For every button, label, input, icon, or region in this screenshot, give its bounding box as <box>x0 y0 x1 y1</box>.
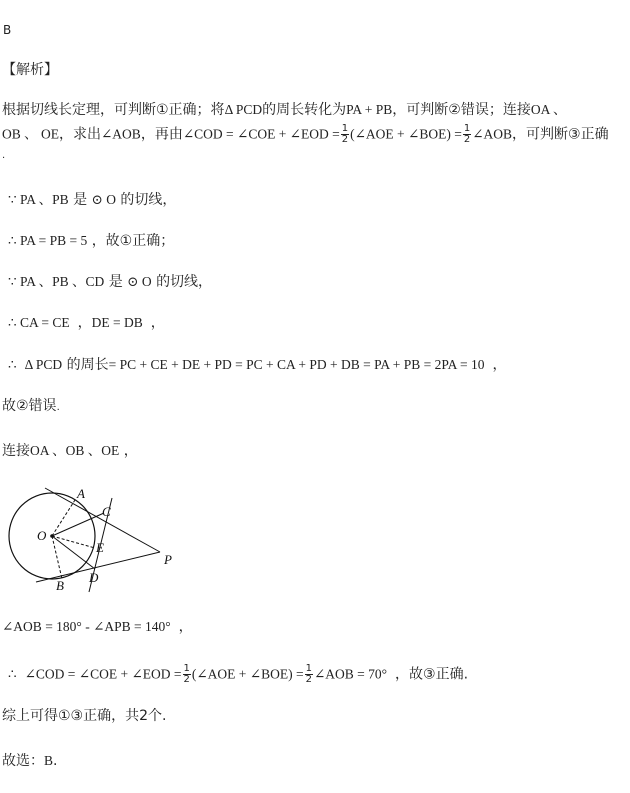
intro-text: ，再由 <box>140 126 183 143</box>
center-point <box>50 534 54 538</box>
after-line-4 <box>2 751 57 771</box>
math-expression: ∴ <box>8 666 17 682</box>
label-p: P <box>164 552 172 567</box>
step-text: ， <box>123 443 138 459</box>
tangent-circle-figure <box>0 478 200 598</box>
step-text: ， <box>77 315 92 331</box>
step-text: 个. <box>148 708 167 724</box>
fraction-half: $\frac{1}{2}$ <box>341 123 349 145</box>
circle-o: ⊙ O <box>91 192 116 207</box>
math-expression: DE = DB <box>91 315 143 330</box>
angle-equation: ∠AOB = 180° - ∠APB = 140° <box>2 619 171 634</box>
triangle-pcd: Δ PCD <box>24 357 63 372</box>
label-c: C <box>102 504 111 519</box>
count-value: 2 <box>139 708 149 724</box>
step-6 <box>2 396 60 418</box>
after-line-2 <box>8 664 468 685</box>
intro-text: 的周长转化为 <box>262 102 347 118</box>
circle-o: ⊙ O <box>127 274 152 289</box>
step-text: 的切线， <box>156 274 213 290</box>
after-line-1 <box>2 617 193 637</box>
fraction-half: $\frac{1}{2}$ <box>463 123 471 145</box>
after-line-3 <box>2 706 166 726</box>
math-expression: PA + PB <box>346 102 393 117</box>
step-text: ， <box>178 619 193 635</box>
analysis-heading: 【解析】 <box>2 62 58 78</box>
intro-text: ，可判断②错误；连接 <box>392 102 531 118</box>
step-text: . <box>53 753 58 769</box>
step-1 <box>8 190 176 210</box>
step-5 <box>8 355 506 375</box>
math-expression: ∠COD = ∠COE + ∠EOD = <box>24 666 182 682</box>
math-expression: (∠AOE + ∠BOE) = <box>191 666 304 682</box>
step-7 <box>2 441 138 461</box>
label-e: E <box>96 540 104 555</box>
math-expression: ∴ CA = CE <box>8 315 70 330</box>
final-answer: B <box>44 753 54 768</box>
intro-text: ，可判断③正确 <box>512 126 609 143</box>
step-text: 故②错误 <box>2 398 57 414</box>
math-expression: ∠AOB = 70° <box>313 666 388 682</box>
step-4 <box>8 313 165 333</box>
answer-letter: B <box>3 23 12 37</box>
step-text: 故选： <box>2 753 44 769</box>
perimeter-equation: = PC + CE + DE + PD = PC + CA + PD + DB = PA + PB = 2PA = 10 <box>108 357 485 372</box>
math-expression: OA 、 <box>530 102 567 117</box>
step-text: 连接 <box>2 443 30 459</box>
math-expression: ∠AOB <box>472 126 513 142</box>
math-expression: ∵ PA 、PB 、CD <box>8 274 105 289</box>
step-text: 是 <box>108 274 123 290</box>
step-text: 的周长 <box>66 357 109 373</box>
intro-text: 根据切线长定理，可判断①正确；将 <box>2 102 225 118</box>
label-d: D <box>89 570 99 585</box>
math-expression: OA 、OB 、OE <box>30 443 120 458</box>
step-text: ， <box>150 315 165 331</box>
math-expression: ∴ PA = PB = 5 <box>8 233 88 248</box>
intro-line-3: . <box>2 150 6 161</box>
label-b: B <box>56 578 64 593</box>
math-expression: ∴ <box>8 357 17 372</box>
fraction-half: $\frac{1}{2}$ <box>305 663 312 685</box>
step-text: ，故①正确； <box>91 233 175 249</box>
intro-text: ，求出 <box>59 126 101 143</box>
segment-oe <box>52 536 95 548</box>
segment-od <box>52 536 95 569</box>
step-text: ， <box>492 357 507 373</box>
intro-line-2 <box>2 124 609 145</box>
math-expression: (∠AOE + ∠BOE) = <box>350 126 462 142</box>
intro-line-1 <box>2 100 567 120</box>
math-expression: ∠AOB <box>101 126 141 142</box>
triangle-pcd: Δ PCD <box>224 102 263 117</box>
step-text: . <box>56 402 60 413</box>
segment-oc <box>52 513 104 536</box>
step-2 <box>8 231 174 251</box>
math-expression: OB 、 OE <box>2 126 59 142</box>
fraction-half: $\frac{1}{2}$ <box>183 663 190 685</box>
step-3 <box>8 272 212 292</box>
step-text: 的切线， <box>120 192 177 208</box>
step-text: 是 <box>73 192 88 208</box>
step-text: ，故③正确. <box>395 666 469 683</box>
label-a: A <box>77 486 85 501</box>
math-expression: ∠COD = ∠COE + ∠EOD = <box>182 126 340 142</box>
math-expression: ∵ PA 、PB <box>8 192 69 207</box>
label-o: O <box>37 528 47 543</box>
step-text: 综上可得①③正确，共 <box>2 708 140 724</box>
